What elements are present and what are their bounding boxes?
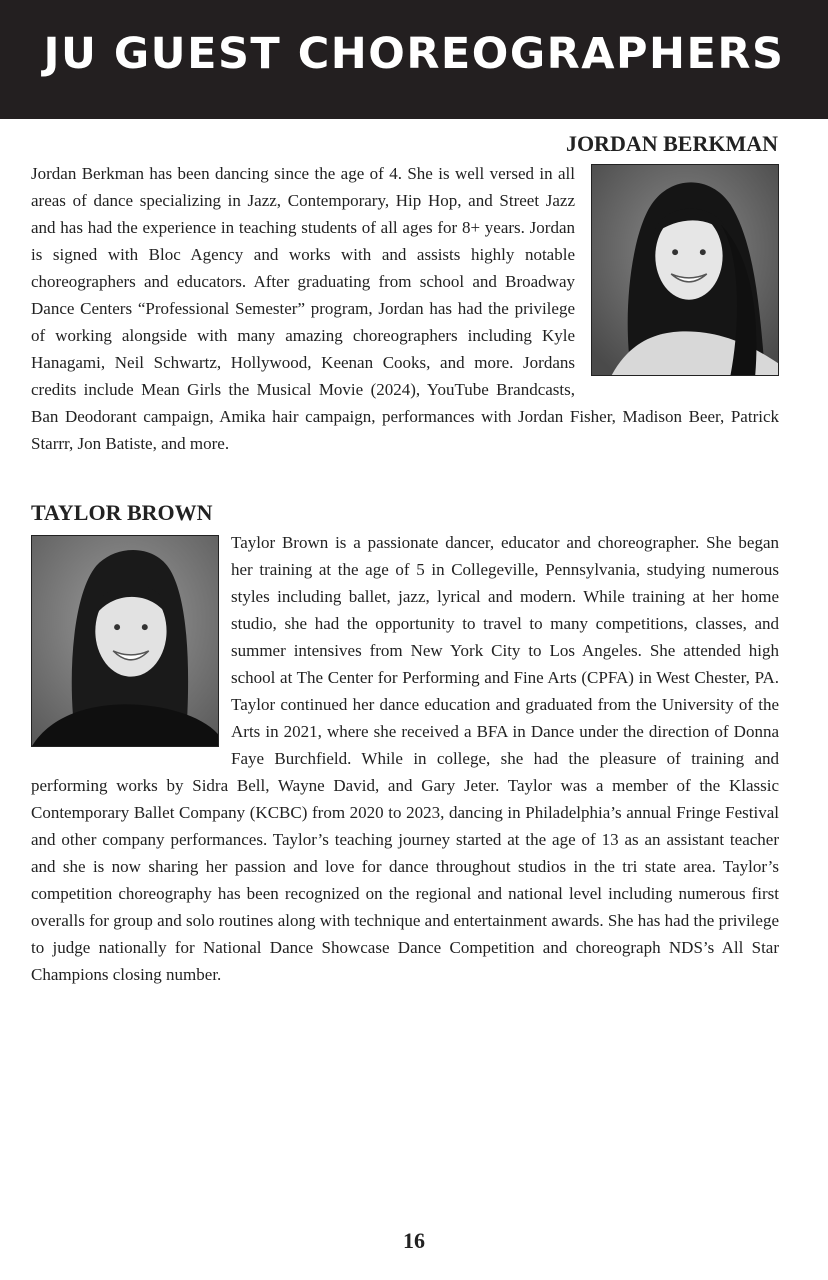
headshot-taylor-brown [31,535,219,747]
choreographer-section-taylor-brown [31,529,779,988]
choreographer-section-jordan-berkman [31,160,779,457]
headshot-jordan-berkman [591,164,779,376]
choreographer-bio-taylor-brown: Taylor Brown is a passionate dancer, educator and choreographer. She began her training at the age of 5 in Collegeville, Pennsylvania, studying numerous styles including ballet, jazz, lyrical and modern. While training at her home studio, she had the opportunity to travel to many competitions, classes, and summer intensives from New York City to Los Angeles. She attended high school at The Center for Performing and Fine Arts (CPFA) in West Chester, PA. Taylor continued her dance education and graduated from the University of the Arts in 2021, where she received a BFA in Dance under the direction of Donna Faye Burchfield. While in college, she had the pleasure of training and performing works by Sidra Bell, Wayne David, and Gary Jeter. Taylor was a member of the Klassic Contemporary Ballet Company (KCBC) from 2020 to 2023, dancing in Philadelphia’s annual Fringe Festival and other company performances. Taylor’s teaching journey started at the age of 13 as an assistant teacher and she is now sharing her passion and love for dance throughout studios in the tri state area. Taylor’s competition choreography has been recognized on the regional and national level including numerous first overalls for group and solo routines along with technique and entertainment awards. She has had the privilege to judge nationally for National Dance Showcase Dance Competition and choreograph NDS’s All Star Champions closing number. [31,533,779,984]
page-number: 16 [403,1228,425,1253]
choreographer-bio-jordan-berkman: Jordan Berkman has been dancing since the age of 4. She is well versed in all areas of dance specializing in Jazz, Contemporary, Hip Hop, and Street Jazz and has had the experience in teaching students of all ages for 8+ years. Jordan is signed with Bloc Agency and works with and assists highly notable choreographers and educators. After graduating from school and Broadway Dance Centers “Professional Semester” program, Jordan has had the privilege of working alongside with many amazing choreographers including Kyle Hanagami, Neil Schwartz, Hollywood, Keenan Cooks, and more. Jordans credits include Mean Girls the Musical Movie (2024), YouTube Brandcasts, Ban Deodorant campaign, Amika hair campaign, performances with Jordan Fisher, Madison Beer, Patrick Starrr, Jon Batiste, and more. [31,164,779,453]
page-title: JU GUEST CHOREOGRAPHERS [43,29,785,79]
choreographer-name-taylor-brown: TAYLOR BROWN [31,500,213,525]
choreographer-name-jordan-berkman: JORDAN BERKMAN [565,131,778,156]
header-banner [0,0,828,119]
